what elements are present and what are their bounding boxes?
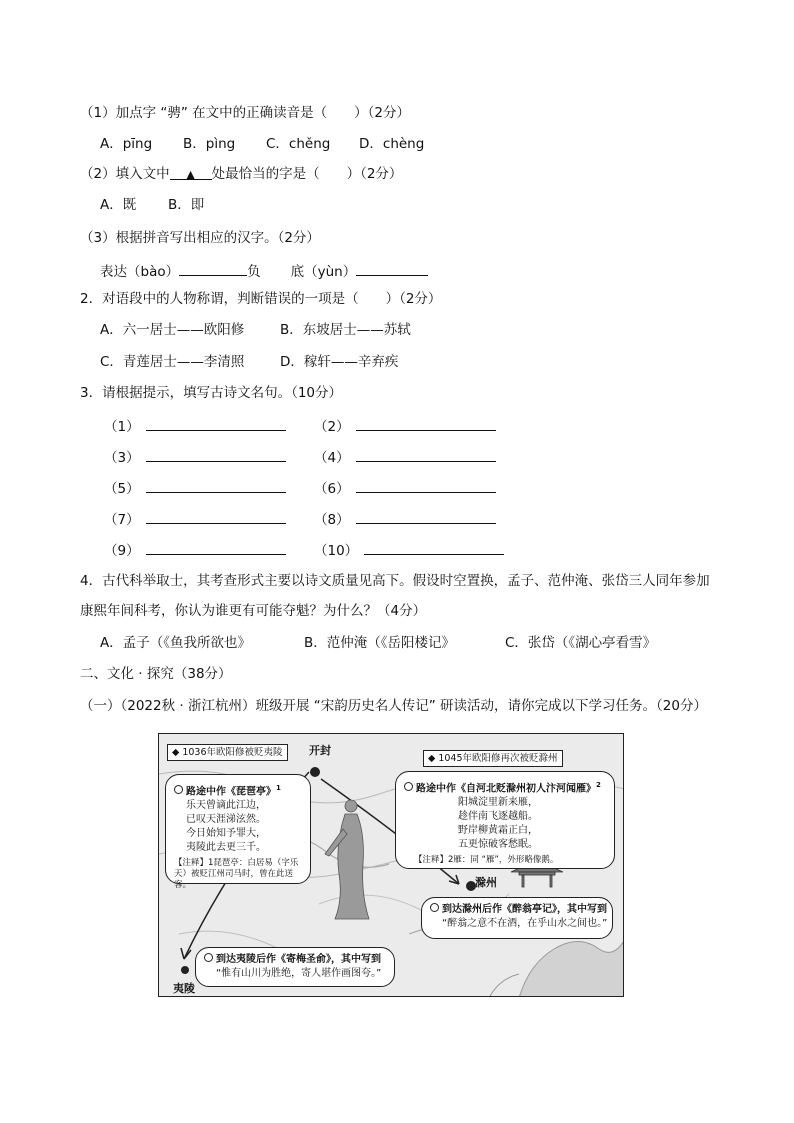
poem-line: 阳城淀里新来雁， <box>458 797 538 809</box>
q2-option-a: A．六一居士——欧阳修 <box>100 322 245 338</box>
bubble-1-heading: 路途中作《琵琶亭》$^1$ <box>174 781 302 799</box>
q4-option-a: A．孟子（《鱼我所欲也》 <box>100 635 251 651</box>
q4-option-c: C．张岱（《湖心亭看雪》 <box>505 635 657 651</box>
q1-1-question: （1）加点字 “骋” 在文中的正确读音是（ ）（2分） <box>80 105 410 121</box>
q3-blank-7[interactable] <box>146 509 286 524</box>
zuiweng-pavilion-bubble <box>421 897 613 939</box>
q1-3-b-label: 底（yùn） <box>290 264 357 280</box>
q1-3-answers <box>100 261 428 281</box>
q1-2-blank[interactable] <box>170 165 212 180</box>
q1-2-question <box>80 165 402 183</box>
q1-2-option-a: A．既 <box>100 197 137 213</box>
scholar-figure-icon <box>325 800 369 919</box>
q1-1-option-c: C．chěng <box>266 136 331 152</box>
q3-item-2: （2） <box>314 416 496 436</box>
q1-3-a-label: 表达（bào） <box>100 264 180 280</box>
q1-3-a-post: 负 <box>247 264 261 280</box>
q4-question-line1: 4．古代科举取士，其考查形式主要以诗文质量见高下。假设时空置换，孟子、范仲淹、张岱三人同年参加 <box>80 573 710 589</box>
q3-blank-10[interactable] <box>364 540 504 555</box>
poem-line: 乐天曾谪此江边， <box>186 800 266 812</box>
city-chuzhou: 滁州 <box>475 876 497 889</box>
q3-blank-5[interactable] <box>146 478 286 493</box>
q1-1-option-d: D．chèng <box>359 136 425 152</box>
q3-item-1: （1） <box>104 416 286 436</box>
banner-1036: ◆ 1036年欧阳修被贬夷陵 <box>167 744 288 761</box>
q3-item-9: （9） <box>104 540 286 560</box>
poem-line: 野岸柳黄霜正白， <box>458 825 538 837</box>
poem-line: 已叹天涯涕泫然。 <box>186 814 266 826</box>
pipa-pavilion-bubble <box>165 774 311 891</box>
q1-3-question: （3）根据拼音写出相应的汉字。（2分） <box>80 230 320 246</box>
bubble-3-quote: “醉翁之意不在酒，在乎山水之间也。” <box>442 918 608 929</box>
bubble-2-note: 【注释】2雁：同 “雁”，外形略像鹅。 <box>414 855 559 866</box>
q3-item-3: （3） <box>104 447 286 467</box>
q3-blank-1[interactable] <box>146 416 286 431</box>
q3-item-6: （6） <box>314 478 496 498</box>
wild-goose-poem-bubble <box>395 771 615 869</box>
circle-bullet-icon <box>174 785 183 794</box>
q1-2-option-b: B．即 <box>168 197 205 213</box>
q2-option-b: B．东坡居士——苏轼 <box>280 322 411 338</box>
q3-blank-4[interactable] <box>356 447 496 462</box>
q3-question: 3．请根据提示，填写古诗文名句。（10分） <box>80 385 343 401</box>
q4-question-line2: 康熙年间科考，你认为谁更有可能夺魁？为什么？（4分） <box>80 603 427 619</box>
q3-item-10: （10） <box>314 540 504 560</box>
q3-blank-9[interactable] <box>146 540 286 555</box>
q3-blank-3[interactable] <box>146 447 286 462</box>
banner-1045: ◆ 1045年欧阳修再次被贬滁州 <box>423 750 563 767</box>
bubble-3-heading: 到达滁州后作《醉翁亭记》，其中写到 <box>430 903 604 917</box>
circle-bullet-icon <box>404 782 413 791</box>
circle-bullet-icon <box>430 903 439 912</box>
q3-item-8: （8） <box>314 509 496 529</box>
q1-3-a-blank[interactable] <box>179 261 247 276</box>
poem-line: 夷陵此去更三千。 <box>186 842 266 854</box>
ouyangxiu-exile-map <box>158 733 624 997</box>
q3-blank-2[interactable] <box>356 416 496 431</box>
q1-2-pre: （2）填入文中 <box>80 166 170 182</box>
q1-1-option-a: A．pīng <box>100 136 153 152</box>
q1-2-post: 处最恰当的字是（ ）（2分） <box>211 166 403 182</box>
section-2-intro: （一）（2022秋 · 浙江杭州）班级开展 “宋韵历史名人传记” 研读活动，请你完成以下学习任务。（20分） <box>80 698 707 714</box>
q3-blank-8[interactable] <box>356 509 496 524</box>
yiling-dot-icon <box>181 966 189 974</box>
q1-3-b-blank[interactable] <box>356 261 428 276</box>
bubble-4-heading: 到达夷陵后作《寄梅圣俞》，其中写到 <box>204 953 386 967</box>
poem-line: 五更惊破客愁眠。 <box>458 839 538 851</box>
q1-1-option-b: B．pìng <box>183 136 236 152</box>
q2-option-d: D．稼轩——辛弃疾 <box>280 354 399 370</box>
q2-option-c: C．青莲居士——李清照 <box>100 354 245 370</box>
poem-line: 趁伴南飞逐越船。 <box>458 811 538 823</box>
poem-line: 今日始知予罪大， <box>186 828 266 840</box>
triangle-mark-icon: ▲ <box>186 168 195 181</box>
q4-option-b: B．范仲淹（《岳阳楼记》 <box>304 635 456 651</box>
q2-question: 2．对语段中的人物称谓，判断错误的一项是（ ）（2分） <box>80 291 442 307</box>
bubble-1-note: 【注释】1琵琶亭：白居易（字乐天）被贬江州司马时，曾在此送客。 <box>174 858 299 891</box>
section-2-title: 二、文化 · 探究（38分） <box>80 666 232 682</box>
kaifeng-dot-icon <box>310 767 320 777</box>
city-kaifeng: 开封 <box>309 744 331 757</box>
city-yiling: 夷陵 <box>173 982 195 995</box>
bubble-2-heading: 路途中作《自河北贬滁州初人汴河闻雁》$^2$ <box>404 778 606 796</box>
mei-shengyu-bubble <box>195 947 395 987</box>
circle-bullet-icon <box>204 953 213 962</box>
q3-item-4: （4） <box>314 447 496 467</box>
q3-item-5: （5） <box>104 478 286 498</box>
bubble-4-quote: “惟有山川为胜绝，寄人堪作画图夸。” <box>216 968 382 979</box>
q3-item-7: （7） <box>104 509 286 529</box>
q3-blank-6[interactable] <box>356 478 496 493</box>
